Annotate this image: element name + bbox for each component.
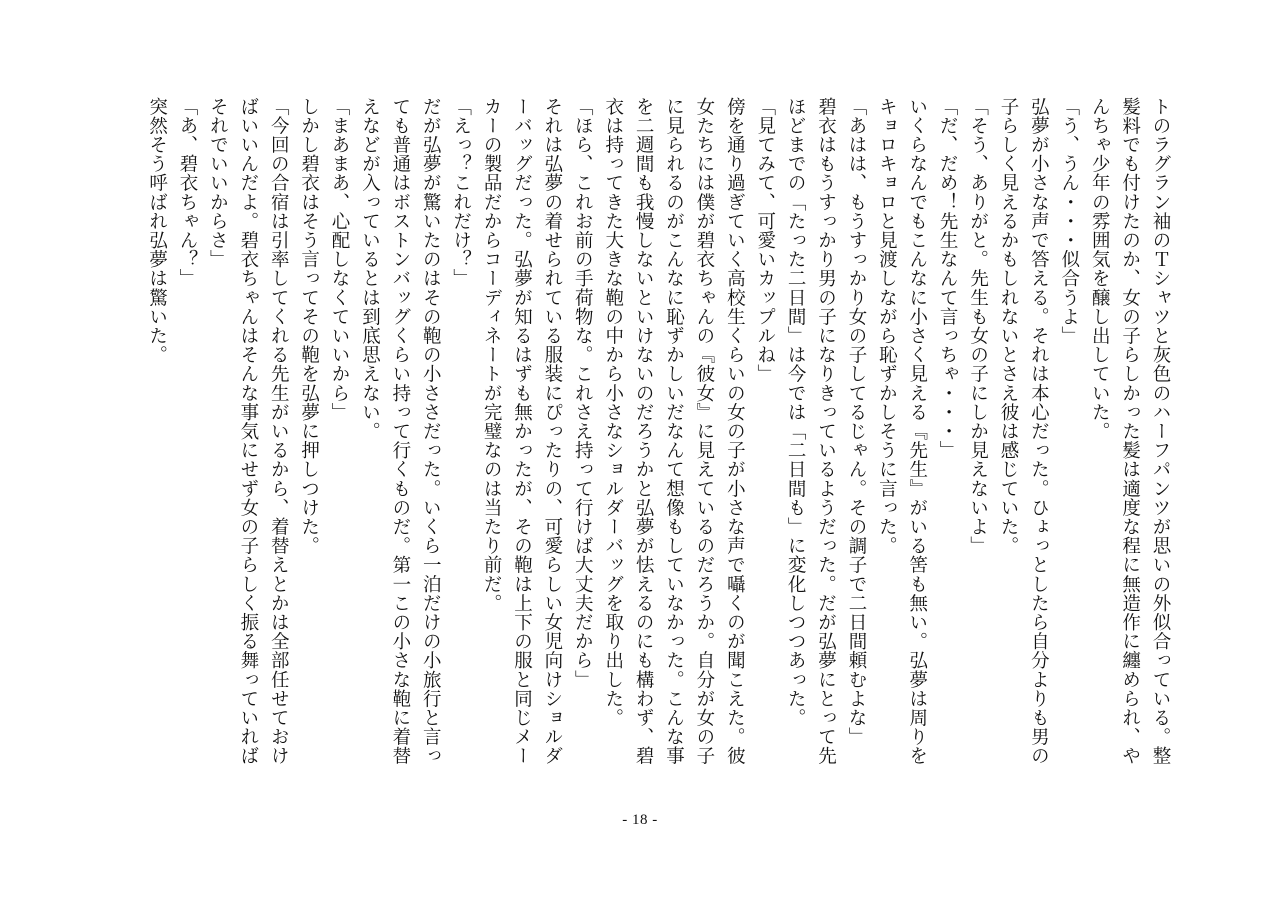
- text-line: 「今回の合宿は引率してくれる先生がいるから、着替えとかは全部任せておけ: [268, 97, 290, 766]
- text-line: それでいいからさ」: [207, 97, 229, 269]
- text-line: トのラグラン袖のＴシャツと灰色のハーフパンツが思いの外似合っている。整: [1150, 97, 1171, 766]
- text-line: ーバッグだった。弘夢が知るはずも無かったが、その鞄は上下の服と同じメー: [511, 97, 533, 766]
- text-line: に見られるのがこんなに恥ずかしいだなんて想像もしていなかった。こんな事: [663, 97, 685, 766]
- text-line: 碧衣はもうすっかり男の子になりきっているようだった。だが弘夢にとって先: [815, 97, 837, 766]
- vertical-text-body: [141, 97, 1175, 797]
- text-line: 「見てみて、可愛いカップルね」: [754, 97, 776, 384]
- text-line: を二週間も我慢しないといけないのだろうかと弘夢が怯えるのにも構わず、碧: [633, 97, 655, 766]
- text-line: 髪料でも付けたのか、女の子らしかった髪は適度な程に無造作に纏められ、や: [1119, 97, 1141, 766]
- text-line: 「まあまあ、心配しなくていいから」: [329, 97, 351, 422]
- text-line: 女たちには僕が碧衣ちゃんの『彼女』に見えているのだろうか。自分が女の子: [693, 97, 715, 766]
- text-line: 弘夢が小さな声で答える。それは本心だった。ひょっとしたら自分よりも男の: [1028, 97, 1050, 766]
- text-line: 「あはは、もうすっかり女の子してるじゃん。その調子で二日間頼むよな」: [845, 97, 867, 747]
- text-line: えなどが入っているとは到底思えない。: [359, 97, 381, 441]
- text-line: 「だ、だめ！先生なんて言っちゃ・・・」: [937, 97, 959, 460]
- text-line: 子らしく見えるかもしれないとさえ彼は感じていた。: [997, 97, 1019, 556]
- text-line: いくらなんでもこんなに小さく見える『先生』がいる筈も無い。弘夢は周りを: [906, 97, 928, 766]
- text-line: ばいいんだよ。碧衣ちゃんはそんな事気にせず女の子らしく振る舞っていれば: [237, 97, 259, 766]
- text-line: 「ほら、これお前の手荷物な。これさえ持って行けば大丈夫だから」: [572, 97, 594, 690]
- text-line: 「そう、ありがと。先生も女の子にしか見えないよ」: [967, 97, 989, 556]
- text-line: ほどまでの「たった二日間」は今では「二日間も」に変化しつつあった。: [785, 97, 807, 728]
- text-line: 「えっ？これだけ？」: [450, 97, 472, 288]
- text-line: カーの製品だからコーディネートが完璧なのは当たり前だ。: [481, 97, 503, 613]
- text-line: しかし碧衣はそう言ってその鞄を弘夢に押しつけた。: [298, 97, 320, 556]
- text-line: 衣は持ってきた大きな鞄の中から小さなショルダーバッグを取り出した。: [602, 97, 624, 728]
- text-line: んちゃ少年の雰囲気を醸し出していた。: [1089, 97, 1111, 441]
- text-line: だが弘夢が驚いたのはその鞄の小ささだった。いくら一泊だけの小旅行と言っ: [420, 97, 442, 766]
- page-number: - 18 -: [622, 812, 658, 828]
- text-line: 「あ、碧衣ちゃん？」: [177, 97, 198, 288]
- text-line: 「う、うん・・・似合うよ」: [1058, 97, 1080, 346]
- text-line: ても普通はボストンバッグくらい持って行くものだ。第一この小さな鞄に着替: [389, 97, 411, 766]
- text-line: それは弘夢の着せられている服装にぴったりの、可愛らしい女児向けショルダ: [541, 97, 563, 766]
- text-line: キョロキョロと見渡しながら恥ずかしそうに言った。: [876, 97, 898, 556]
- text-line: 突然そう呼ばれ弘夢は驚いた。: [146, 97, 168, 365]
- text-line: 傍を通り過ぎていく高校生くらいの女の子が小さな声で囁くのが聞こえた。彼: [724, 97, 746, 766]
